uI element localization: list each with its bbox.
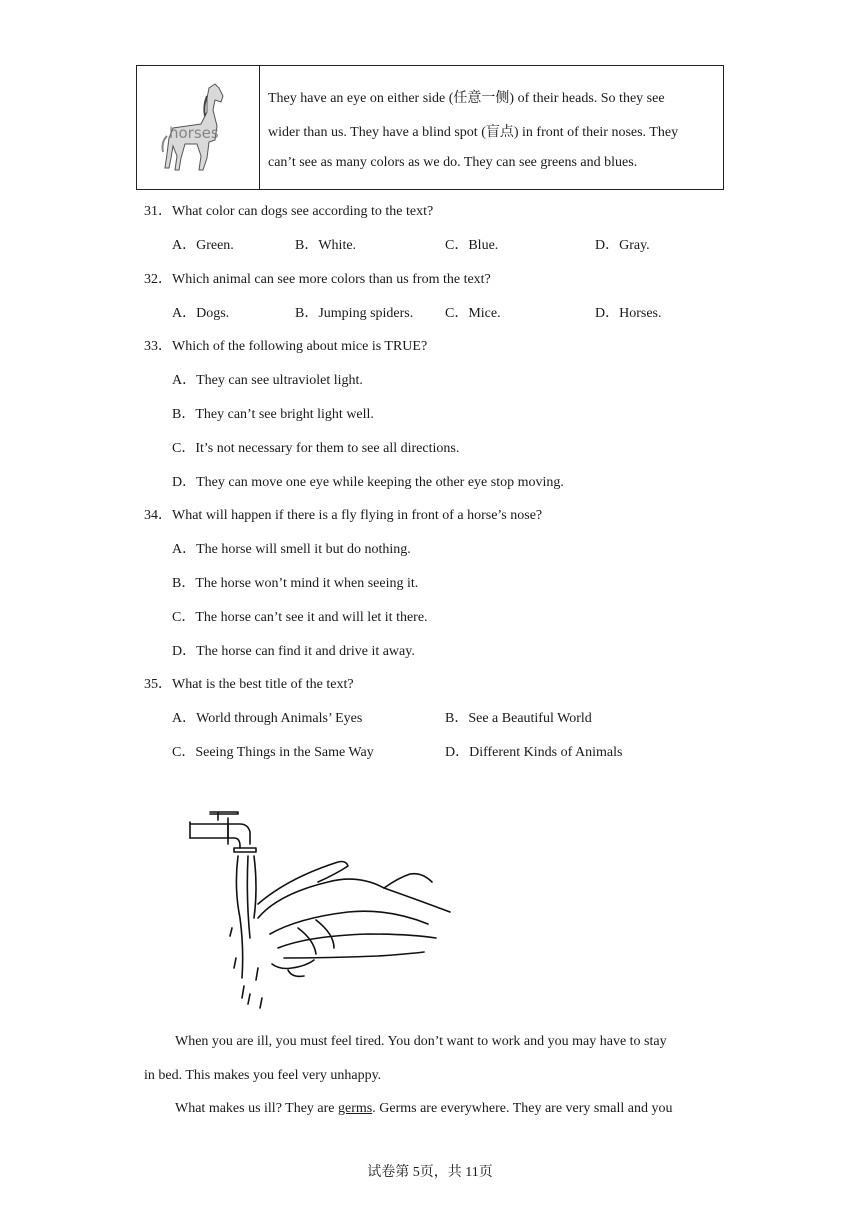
underlined-word-germs: germs: [338, 1101, 373, 1116]
passage-text: . Germs are everywhere. They are very small and you: [372, 1101, 673, 1116]
table-divider: [259, 66, 260, 189]
table-text-line: can’t see as many colors as we do. They can see greens and blues.: [268, 155, 638, 170]
question-34-stem: 34．What will happen if there is a fly flying in front of a horse’s nose?: [144, 508, 543, 523]
passage-text: What makes us ill? They are: [175, 1101, 339, 1116]
q34-option-b[interactable]: B．The horse won’t mind it when seeing it.: [172, 576, 419, 591]
question-33-stem: 33．Which of the following about mice is TRUE?: [144, 339, 428, 354]
q31-option-a[interactable]: A．Green.: [172, 238, 234, 253]
q34-option-a[interactable]: A．The horse will smell it but do nothing.: [172, 542, 411, 557]
question-35-stem: 35．What is the best title of the text?: [144, 677, 354, 692]
horse-image: [137, 66, 259, 189]
q34-option-d[interactable]: D．The horse can find it and drive it away.: [172, 644, 415, 659]
q35-option-b[interactable]: B．See a Beautiful World: [445, 711, 592, 726]
table-text-line: They have an eye on either side (任意一侧) of their heads. So they see: [268, 91, 665, 106]
q32-option-d[interactable]: D．Horses.: [595, 306, 662, 321]
q31-option-d[interactable]: D．Gray.: [595, 238, 650, 253]
q32-option-a[interactable]: A．Dogs.: [172, 306, 230, 321]
q32-option-b[interactable]: B．Jumping spiders.: [295, 306, 414, 321]
table-text-line: wider than us. They have a blind spot (盲点) in front of their noses. They: [268, 125, 679, 140]
hand-washing-illustration: [188, 808, 456, 1014]
info-table: [136, 65, 724, 190]
q31-option-b[interactable]: B．White.: [295, 238, 357, 253]
q35-option-c[interactable]: C．Seeing Things in the Same Way: [172, 745, 374, 760]
q35-option-d[interactable]: D．Different Kinds of Animals: [445, 745, 623, 760]
question-31-stem: 31．What color can dogs see according to the text?: [144, 204, 434, 219]
passage-paragraph-1-line-1: When you are ill, you must feel tired. You don’t want to work and you may have to stay: [175, 1034, 667, 1049]
q35-option-a[interactable]: A．World through Animals’ Eyes: [172, 711, 363, 726]
passage-paragraph-2-line-1: [175, 1101, 672, 1117]
passage-paragraph-1-line-2: in bed. This makes you feel very unhappy.: [144, 1068, 382, 1083]
q33-option-a[interactable]: A．They can see ultraviolet light.: [172, 373, 363, 388]
q33-option-d[interactable]: D．They can move one eye while keeping the other eye stop moving.: [172, 475, 564, 490]
image-watermark: horses: [169, 124, 219, 142]
q32-option-c[interactable]: C．Mice.: [445, 306, 501, 321]
q31-option-c[interactable]: C．Blue.: [445, 238, 499, 253]
q34-option-c[interactable]: C．The horse can’t see it and will let it there.: [172, 610, 428, 625]
q33-option-c[interactable]: C．It’s not necessary for them to see all directions.: [172, 441, 460, 456]
question-32-stem: 32．Which animal can see more colors than us from the text?: [144, 272, 491, 287]
page-footer: 试卷第 5页，共 11页: [367, 1165, 493, 1180]
q33-option-b[interactable]: B．They can’t see bright light well.: [172, 407, 374, 422]
